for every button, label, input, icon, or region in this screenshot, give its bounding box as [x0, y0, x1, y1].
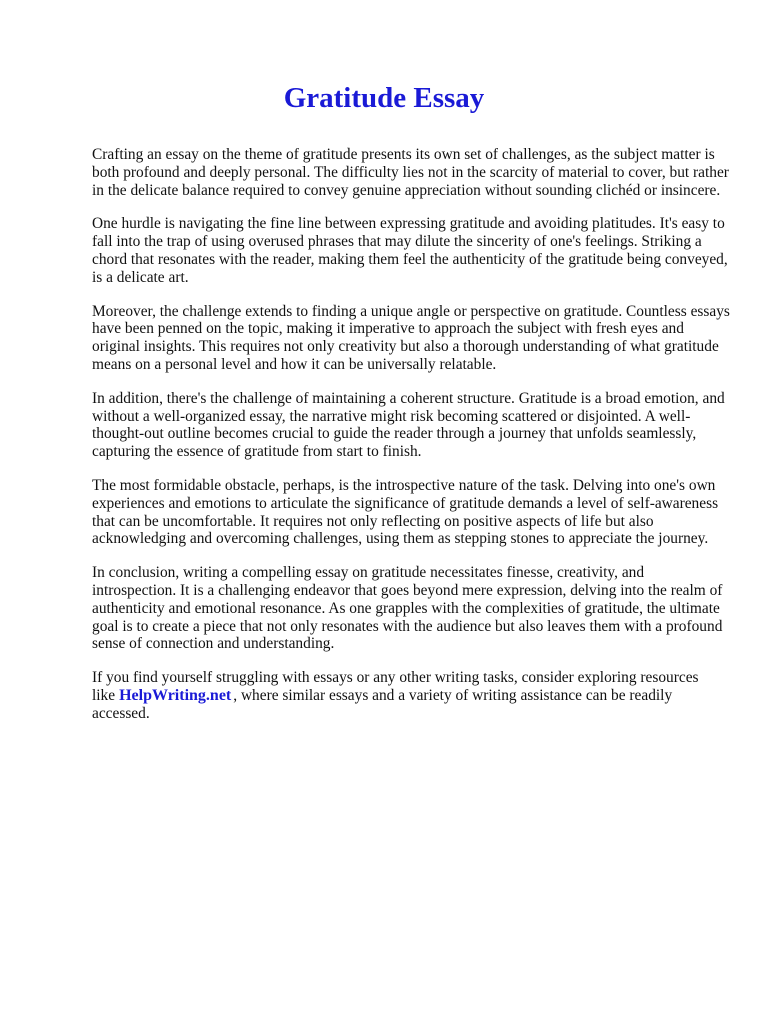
helpwriting-link[interactable]: HelpWriting.net [119, 686, 232, 704]
paragraph-5: The most formidable obstacle, perhaps, is the introspective nature of the task. Delving into one's own experiences and emotions to articulate the significance of gratitude demands a level of self-awareness that can be uncomfortable. It requires not only reflecting on positive aspects of life but also acknowledging and overcoming challenges, using them as stepping stones to appreciate the journey. [92, 476, 719, 548]
paragraph-6: In conclusion, writing a compelling essay on gratitude necessitates finesse, creativity, and introspection. It is a challenging endeavor that goes beyond mere expression, delving into the realm of authenticity and emotional resonance. As one grapples with the complexities of gratitude, the ultimate goal is to create a piece that not only resonates with the audience but also leaves them with a profound sense of connection and understanding. [92, 564, 723, 653]
paragraph-1: Crafting an essay on the theme of gratitude presents its own set of challenges, as the subject matter is both profound and deeply personal. The difficulty lies not in the scarcity of material to cover, but rather in the delicate balance required to convey genuine appreciation without sounding clichéd or insincere. [92, 146, 729, 199]
document-title: Gratitude Essay [283, 82, 485, 114]
paragraph-3: Moreover, the challenge extends to finding a unique angle or perspective on gratitude. Countless essays have been penned on the topic, making it imperative to approach the subject with fresh eyes and original insights. This requires not only creativity but also a thorough understanding of what gratitude means on a personal level and how it can be universally relatable. [92, 302, 730, 373]
paragraph-2: One hurdle is navigating the fine line between expressing gratitude and avoiding platitudes. It's easy to fall into the trap of using overused phrases that may dilute the sincerity of one's feelings. Striking a chord that resonates with the reader, making them feel the authenticity of the gratitude being conveyed, is a delicate art. [92, 215, 728, 286]
closing-paragraph [92, 669, 732, 722]
paragraph-4: In addition, there's the challenge of maintaining a coherent structure. Gratitude is a broad emotion, and without a well-organized essay, the narrative might risk becoming scattered or disjointed. A well-thought-out outline becomes crucial to guide the reader through a journey that unfolds seamlessly, capturing the essence of gratitude from start to finish. [92, 389, 725, 461]
closing-text-after-link: , where similar essays and a variety of writing assistance can be readily accessed. [92, 686, 673, 722]
document-body [92, 146, 732, 739]
closing-text-before-link: If you find yourself struggling with essays or any other writing tasks, consider exploring resources like [92, 669, 699, 704]
